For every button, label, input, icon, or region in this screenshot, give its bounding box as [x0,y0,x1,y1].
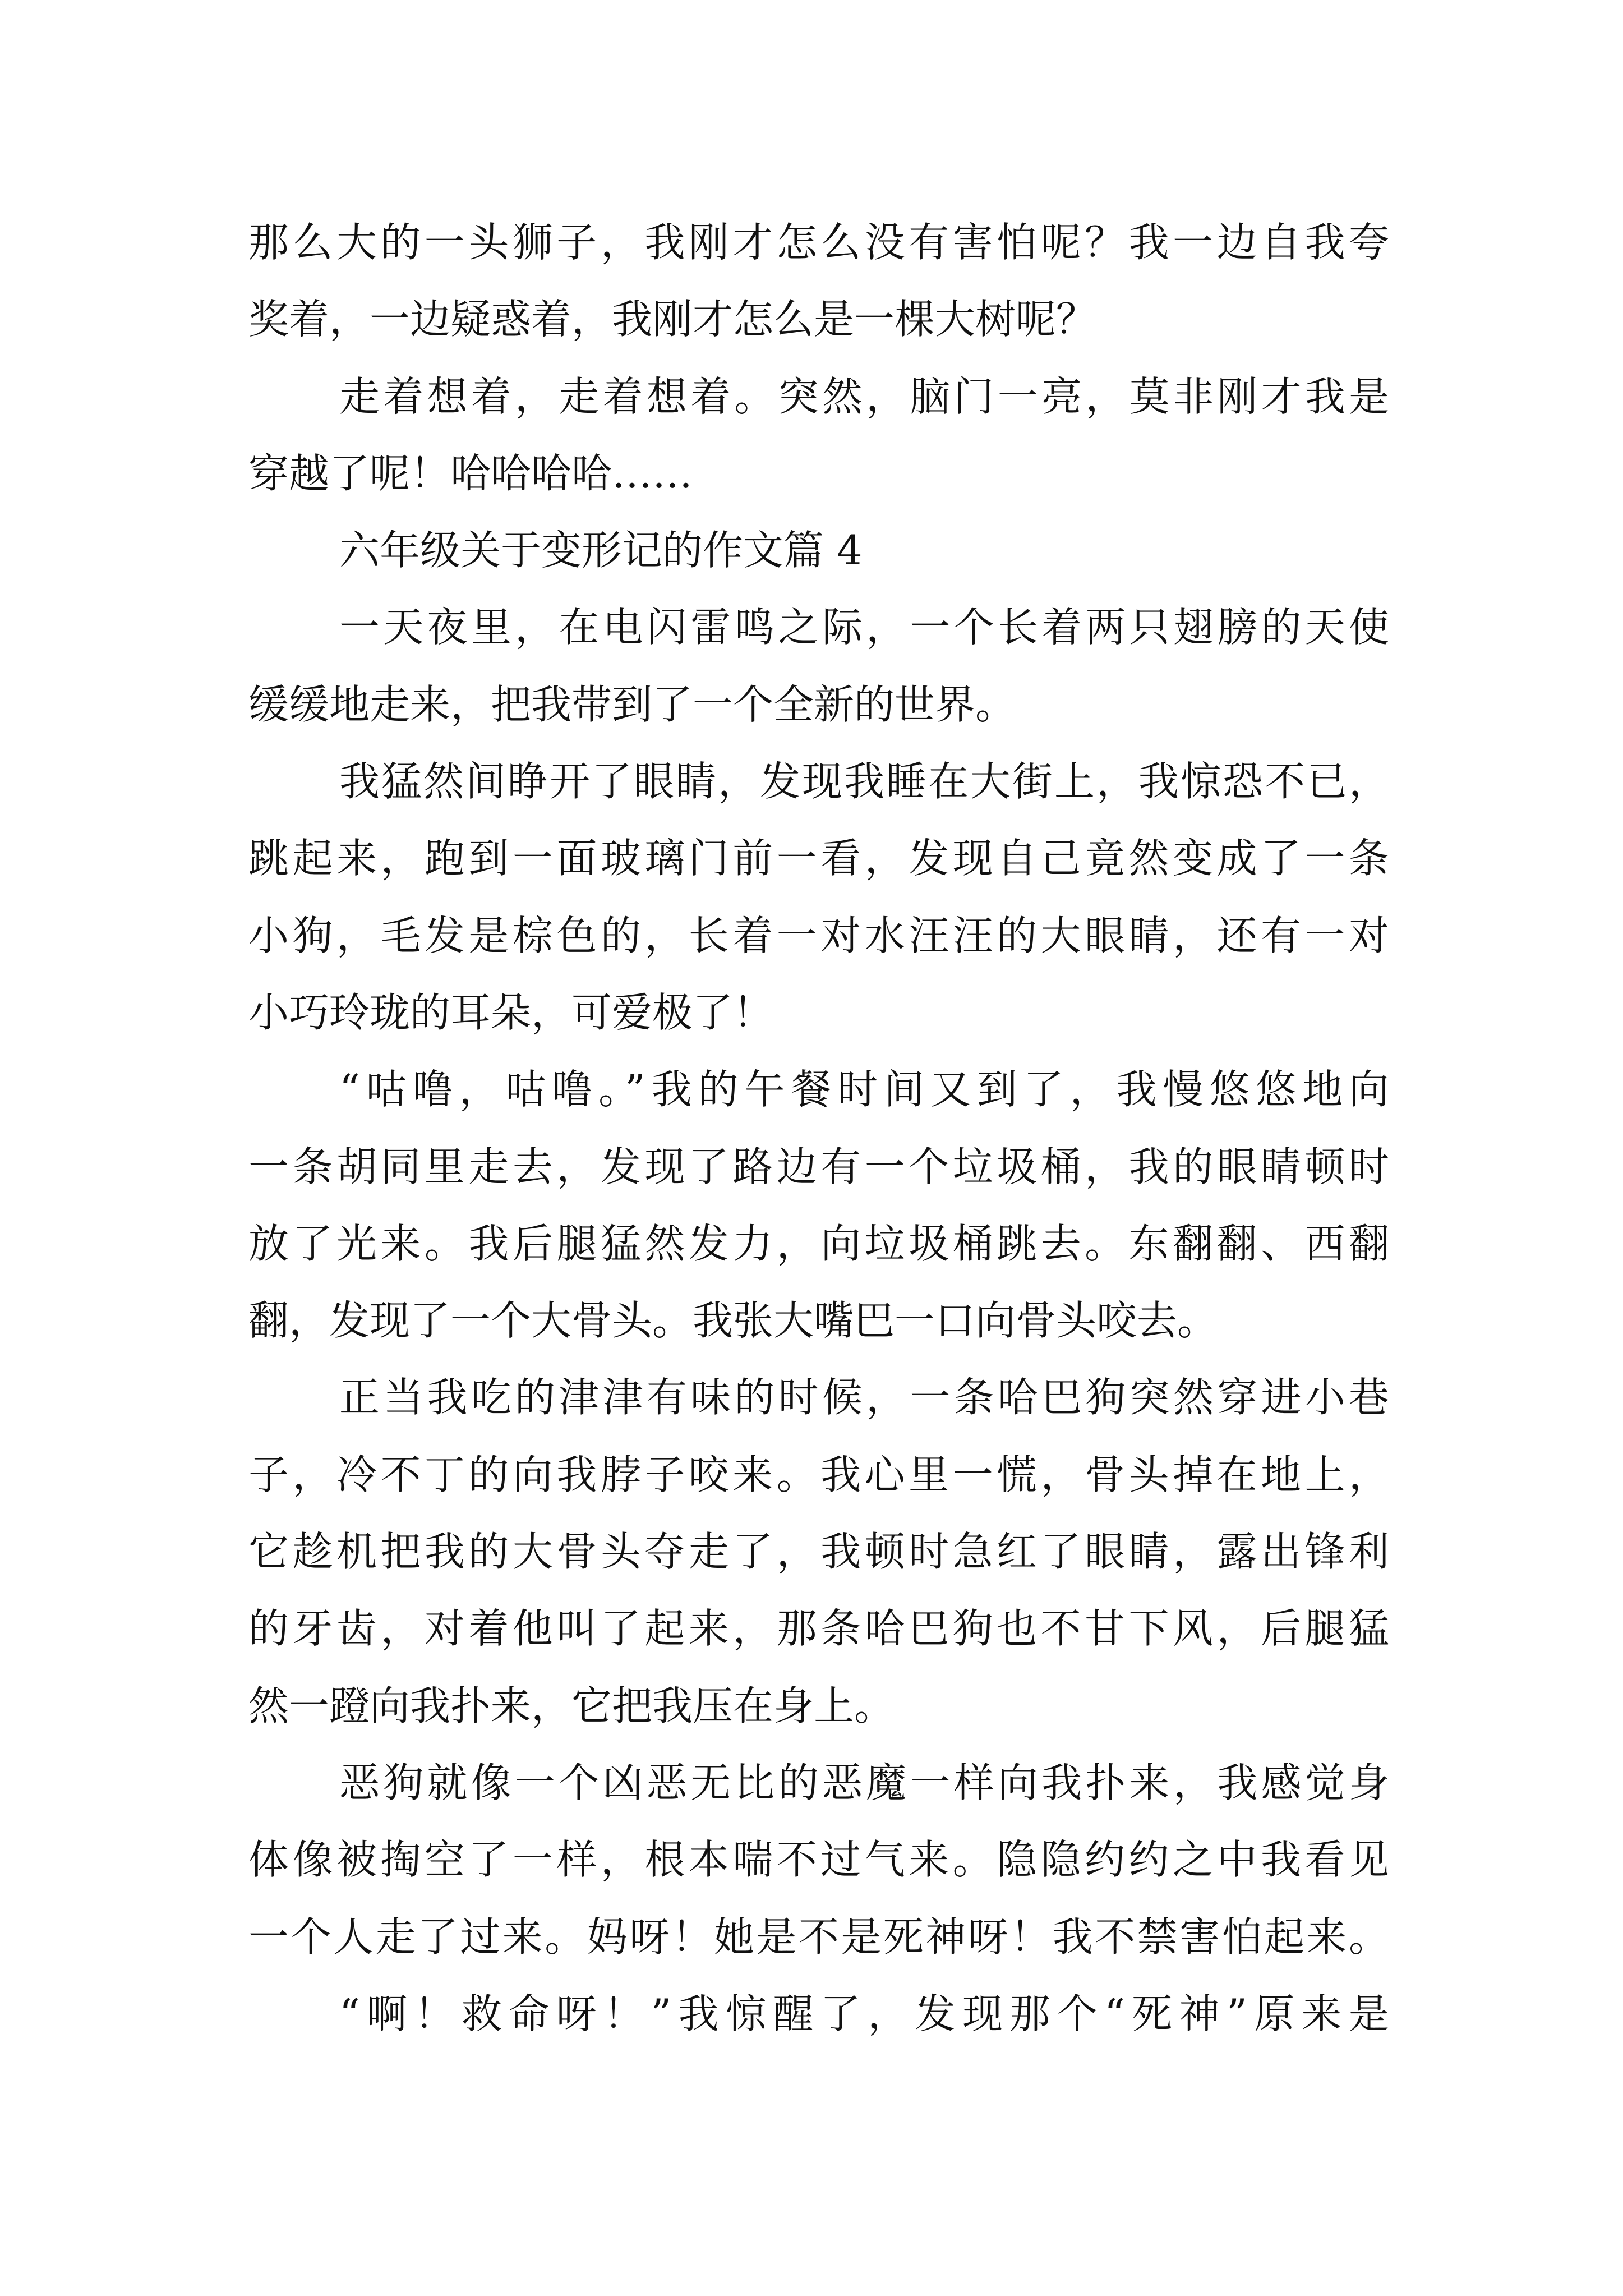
text-line: 正当我吃的津津有味的时候，一条哈巴狗突然穿进小巷 [339,1374,1389,1421]
text-line: 小狗，毛发是棕色的，长着一对水汪汪的大眼睛，还有一对 [248,912,1389,959]
paragraph [248,1051,1389,1359]
text-line: 恶狗就像一个凶恶无比的恶魔一样向我扑来，我感觉身 [339,1759,1389,1806]
text-line: 跳起来，跑到一面玻璃门前一看，发现自己竟然变成了一条 [248,835,1389,882]
text-line: 然一蹬向我扑来，它把我压在身上。 [248,1682,895,1729]
text-line: “啊！救命呀！”我惊醒了，发现那个“死神”原来是 [339,1990,1389,2037]
paragraph [248,1976,1389,2053]
section-heading: 六年级关于变形记的作文篇 4 [339,527,863,574]
text-line: 我猛然间睁开了眼睛，发现我睡在大街上，我惊恐不已， [339,758,1389,806]
text-line: 翻，发现了一个大骨头。我张大嘴巴一口向骨头咬去。 [248,1297,1218,1345]
paragraph [248,358,1389,513]
paragraph [248,589,1389,743]
paragraph [248,1745,1389,1976]
text-line: 一条胡同里走去，发现了路边有一个垃圾桶，我的眼睛顿时 [248,1143,1389,1190]
text-line: 的牙齿，对着他叫了起来，那条哈巴狗也不甘下风，后腿猛 [248,1605,1389,1653]
text-line: 体像被掏空了一样，根本喘不过气来。隐隐约约之中我看见 [248,1836,1389,1884]
text-line: 穿越了呢！哈哈哈哈…… [248,449,693,497]
paragraph [248,204,1389,358]
section-heading-block [248,512,1389,589]
text-line: 它趁机把我的大骨头夺走了，我顿时急红了眼睛，露出锋利 [248,1528,1389,1576]
text-line: 子，冷不丁的向我脖子咬来。我心里一慌，骨头掉在地上， [248,1451,1389,1498]
text-line: 小巧玲珑的耳朵，可爱极了！ [248,988,774,1036]
text-line: 一天夜里，在电闪雷鸣之际，一个长着两只翅膀的天使 [339,604,1389,651]
text-line: 缓缓地走来，把我带到了一个全新的世界。 [248,680,1016,728]
document-body [248,204,1389,2053]
text-line: 走着想着，走着想着。突然，脑门一亮，莫非刚才我是 [339,372,1389,420]
text-line: 那么大的一头狮子，我刚才怎么没有害怕呢？我一边自我夸 [248,219,1389,266]
paragraph [248,743,1389,1051]
text-line: 一个人走了过来。妈呀！她是不是死神呀！我不禁害怕起来。 [248,1913,1389,1961]
text-line: 放了光来。我后腿猛然发力，向垃圾桶跳去。东翻翻、西翻 [248,1220,1389,1267]
text-line: 奖着，一边疑惑着，我刚才怎么是一棵大树呢？ [248,296,1097,343]
paragraph [248,1359,1389,1744]
text-line: “咕噜，咕噜。”我的午餐时间又到了，我慢悠悠地向 [339,1066,1389,1114]
